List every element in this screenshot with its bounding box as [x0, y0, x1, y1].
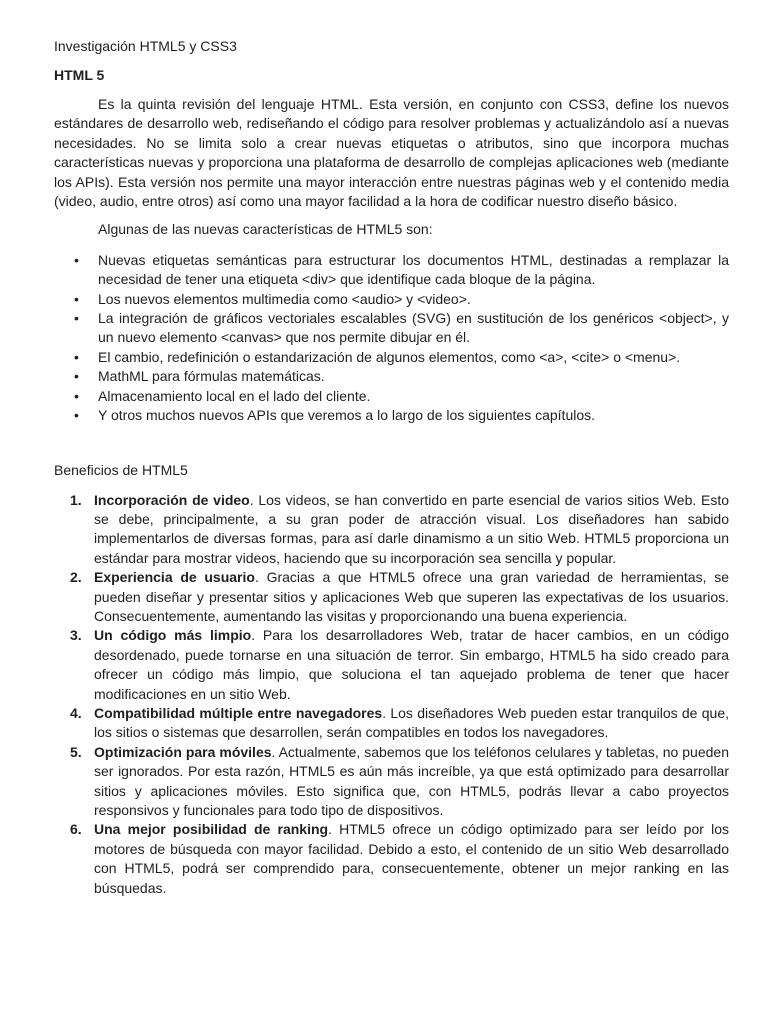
list-item-number: 2. — [70, 569, 82, 586]
benefit-text: . Gracias a que HTML5 ofrece una gran variedad de herramientas, se pueden diseñar y presentar sitios y aplicaciones Web que superen las expectativas de los usuarios. Consecuentemente, aumentando las visitas y proporcionando una buena experiencia. — [94, 569, 729, 624]
list-item-text: Y otros muchos nuevos APIs que veremos a lo largo de los siguientes capítulos. — [98, 407, 596, 424]
list-item — [54, 626, 729, 704]
list-item — [54, 251, 729, 290]
list-item — [54, 491, 729, 569]
list-item-number: 5. — [70, 743, 82, 760]
features-list — [54, 251, 729, 426]
benefit-text: . Los videos, se han convertido en parte esencial de varios sitios Web. Esto se debe, principalmente, a su gran poder de atracción visual. Los diseñadores han sabido implementarlos de diversas formas, para así darle dinamismo a un sitio Web. HTML5 proporciona un estándar para mostrar videos, haciendo que su incorporación sea sencilla y popular. — [94, 491, 729, 566]
list-item-number: 4. — [70, 704, 82, 721]
list-item — [54, 406, 729, 425]
list-item — [54, 367, 729, 386]
list-item — [54, 743, 729, 821]
document-page — [54, 38, 729, 898]
bullet-icon: • — [74, 407, 79, 424]
benefit-text: . Actualmente, sabemos que los teléfonos celulares y tabletas, no pueden ser ignorados. Por esta razón, HTML5 es aún más increíble, ya que está optimizado para desarrollar sitios y aplicaciones móviles. Esto significa que, con HTML5, podrás llevar a cabo proyectos responsivos y funcionales para todo tipo de dispositivos. — [94, 743, 729, 818]
list-item-number: 6. — [70, 821, 82, 838]
list-item-number: 1. — [70, 491, 82, 508]
benefit-text: . Para los desarrolladores Web, tratar de hacer cambios, en un código desordenado, puede tornarse en una situación de terror. Sin embargo, HTML5 ha sido creado para ofrecer un código más limpio, que soluciona el tan aquejado problema de tener que hacer modificaciones en un sitio Web. — [94, 627, 729, 702]
benefits-section-title: Beneficios de HTML5 — [54, 461, 188, 478]
benefit-term: Experiencia de usuario — [94, 569, 255, 586]
list-item-text: Nuevas etiquetas semánticas para estructurar los documentos HTML, destinadas a remplazar la necesidad de tener una etiqueta <div> que identifique cada bloque de la página. — [98, 251, 729, 288]
list-item-text: La integración de gráficos vectoriales escalables (SVG) en sustitución de los genéricos <object>, y un nuevo elemento <canvas> que nos permite dibujar en él. — [98, 310, 729, 346]
list-item-number: 3. — [70, 627, 82, 644]
list-item — [54, 290, 729, 309]
benefit-term: Un código más limpio — [94, 627, 252, 644]
bullet-icon: • — [74, 290, 79, 307]
list-item-text: El cambio, redefinición o estandarización de algunos elementos, como <a>, <cite> o <menu>. — [98, 348, 681, 365]
list-item-text: Los nuevos elementos multimedia como <audio> y <video>. — [98, 290, 471, 307]
bullet-icon: • — [74, 348, 79, 365]
features-intro: Algunas de las nuevas características de HTML5 son: — [98, 221, 433, 238]
document-title: Investigación HTML5 y CSS3 — [54, 38, 237, 54]
benefit-text: . HTML5 ofrece un código optimizado para ser leído por los motores de búsqueda con mayor facilidad. Debido a esto, el contenido de un sitio Web desarrollado con HTML5, podrá ser comprendido para, consecuentemente, obtener un mejor ranking en las búsquedas. — [94, 821, 729, 896]
list-item — [54, 568, 729, 626]
bullet-icon: • — [74, 251, 79, 268]
list-item-text: MathML para fórmulas matemáticas. — [98, 368, 325, 385]
benefit-text: . Los diseñadores Web pueden estar tranquilos de que, los sitios o sistemas que desarrollen, serán compatibles en todos los navegadores. — [94, 704, 729, 741]
bullet-icon: • — [74, 310, 79, 327]
list-item — [54, 704, 729, 743]
list-item — [54, 387, 729, 406]
section-heading-html5: HTML 5 — [54, 67, 105, 83]
benefit-term: Una mejor posibilidad de ranking — [94, 821, 329, 838]
list-item — [54, 348, 729, 367]
bullet-icon: • — [74, 368, 79, 385]
list-item-text: Almacenamiento local en el lado del cliente. — [98, 387, 371, 404]
benefit-term: Compatibilidad múltiple entre navegadores — [94, 704, 383, 721]
benefit-term: Optimización para móviles — [94, 743, 272, 760]
list-item — [54, 309, 729, 348]
benefits-list — [54, 491, 729, 899]
benefit-term: Incorporación de video — [94, 491, 250, 508]
html5-description-paragraph: Es la quinta revisión del lenguaje HTML. Esta versión, en conjunto con CSS3, define los nuevos estándares de desarrollo web, rediseñando el código para resolver problemas y actualizándolo así a nuevas necesidades. No se limita solo a crear nuevas etiquetas o atributos, sino que incorpora muchas características nuevas y proporciona una plataforma de desarrollo de complejas aplicaciones web (mediante los APIs). Esta versión nos permite una mayor interacción entre nuestras páginas web y el contenido media (video, audio, entre otros) así como una mayor facilidad a la hora de codificar nuestro diseño básico. — [54, 96, 729, 210]
bullet-icon: • — [74, 387, 79, 404]
list-item — [54, 820, 729, 898]
